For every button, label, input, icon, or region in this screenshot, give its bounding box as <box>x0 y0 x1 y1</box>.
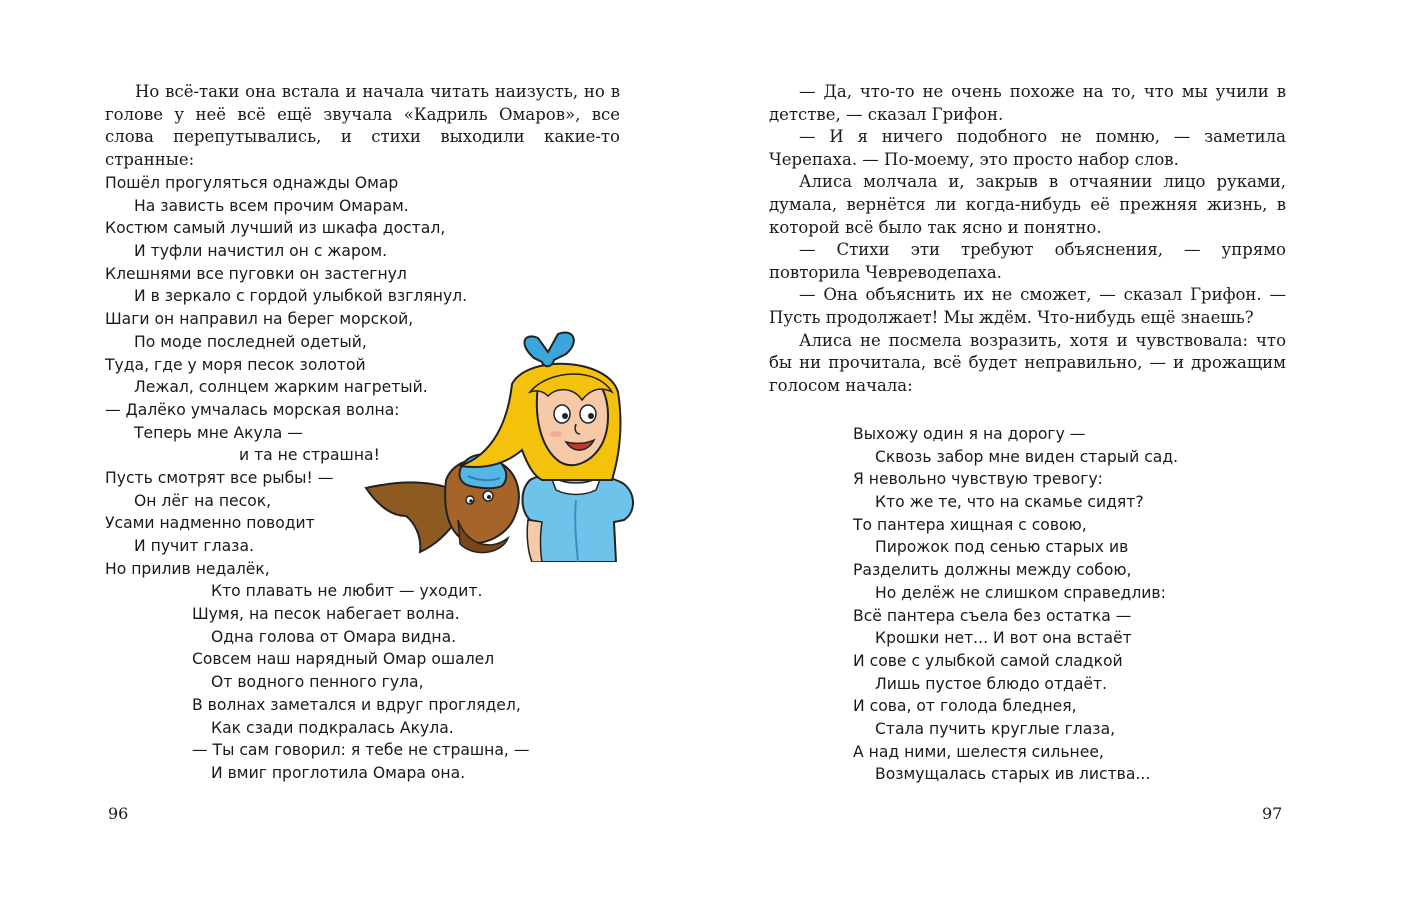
poem-line: И вмиг проглотила Омара она. <box>211 763 466 782</box>
poem-line: Клешнями все пуговки он застегнул <box>105 264 407 283</box>
poem-line: Пирожок под сенью старых ив <box>875 538 1129 557</box>
poem-line: В волнах заметался и вдруг проглядел, <box>192 695 521 714</box>
poem-line: Пошёл прогуляться однажды Омар <box>105 174 399 192</box>
poem-line: Но делёж не слишком справедлив: <box>875 583 1166 602</box>
alice-and-gryphon-illustration <box>362 330 638 562</box>
poem-line: Шумя, на песок набегает волна. <box>192 605 460 624</box>
poem-line: Совсем наш нарядный Омар ошалел <box>192 650 495 669</box>
poem-line: И туфли начистил он с жаром. <box>134 242 388 261</box>
alice-bow <box>524 333 573 367</box>
poem-line: Костюм самый лучший из шкафа достал, <box>105 219 446 238</box>
poem-line: А над ними, шелестя сильнее, <box>853 742 1104 761</box>
left-intro-paragraph <box>105 81 620 171</box>
poem-line: Одна голова от Омара видна. <box>211 627 457 646</box>
paragraph: — Она объяснить их не сможет, — сказал Грифон. — Пусть продолжает! Мы ждём. Что-нибудь ещё знаешь? <box>769 285 1286 327</box>
poem-line: Сквозь забор мне виден старый сад. <box>875 447 1179 466</box>
poem-line: Стала пучить круглые глаза, <box>875 719 1116 738</box>
intro-text: Но всё-таки она встала и начала читать наизусть, но в голове у неё всё ещё звучала «Кадриль Омаров», все слова перепутывались, и стихи выходили какие-то странные: <box>105 82 620 169</box>
poem-line: Кто же те, что на скамье сидят? <box>875 493 1144 512</box>
poem-line: И сова, от голода бледнея, <box>853 697 1077 716</box>
page-number-right: 97 <box>1262 804 1283 823</box>
poem-line: Разделить должны между собою, <box>853 561 1132 580</box>
poem-line: И сове с улыбкой самой сладкой <box>853 651 1123 670</box>
poem-line: Теперь мне Акула — <box>134 423 303 442</box>
page-number-left: 96 <box>108 804 129 823</box>
poem-line: — Ты сам говорил: я тебе не страшна, — <box>192 741 530 760</box>
paragraph: — Да, что-то не очень похоже на то, что мы учили в детстве, — сказал Грифон. <box>769 82 1286 124</box>
poem-line: Кто плавать не любит — уходит. <box>211 582 483 601</box>
right-prose <box>769 81 1286 397</box>
poem-line: Лишь пустое блюдо отдаёт. <box>875 674 1108 693</box>
alice-eye <box>580 405 596 423</box>
poem-line: Пусть смотрят все рыбы! — <box>105 468 334 487</box>
poem-line: и та не страшна! <box>239 446 380 465</box>
poem-line: То пантера хищная с совою, <box>853 515 1087 534</box>
paragraph: Алиса не посмела возразить, хотя и чувствовала: что бы ни прочитала, всё будет неправильно, — и дрожащим голосом начала: <box>769 330 1286 395</box>
poem-line: И пучит глаза. <box>134 537 254 555</box>
poem-line: По моде последней одетый, <box>134 332 367 351</box>
poem-line: Он лёг на песок, <box>134 491 272 510</box>
alice-arm <box>527 520 542 562</box>
paragraph: — Стихи эти требуют объяснения, — упрямо повторила Чевреводепаха. <box>769 240 1286 282</box>
paragraph: — И я ничего подобного не помню, — заметила Черепаха. — По-моему, это просто набор слов. <box>769 127 1286 169</box>
poem-line: Шаги он направил на берег морской, <box>105 310 414 329</box>
paragraph: Алиса молчала и, закрыв в отчаянии лицо руками, думала, вернётся ли когда-нибудь её прежняя жизнь, в которой всё было так ясно и понятно. <box>769 172 1286 237</box>
poem-line: Как сзади подкралась Акула. <box>211 718 454 737</box>
poem-line: Я невольно чувствую тревогу: <box>853 470 1103 489</box>
poem-line: — Далёко умчалась морская волна: <box>105 400 400 419</box>
poem-line: Возмущалась старых ив листва... <box>875 765 1151 784</box>
poem-line: Но прилив недалёк, <box>105 559 270 578</box>
poem-line: Туда, где у моря песок золотой <box>105 355 366 374</box>
poem-line: Лежал, солнцем жарким нагретый. <box>134 378 428 397</box>
poem-line: Усами надменно поводит <box>105 514 315 533</box>
poem-line: От водного пенного гула, <box>211 673 424 692</box>
poem-line: Всё пантера съела без остатка — <box>853 606 1132 625</box>
poem-line: Крошки нет... И вот она встаёт <box>875 629 1132 648</box>
alice-eye <box>554 405 570 423</box>
right-poem <box>853 423 1178 786</box>
poem-line: И в зеркало с гордой улыбкой взглянул. <box>134 287 468 306</box>
poem-line: На зависть всем прочим Омарам. <box>134 196 409 215</box>
poem-line: Выхожу один я на дорогу — <box>853 425 1086 443</box>
